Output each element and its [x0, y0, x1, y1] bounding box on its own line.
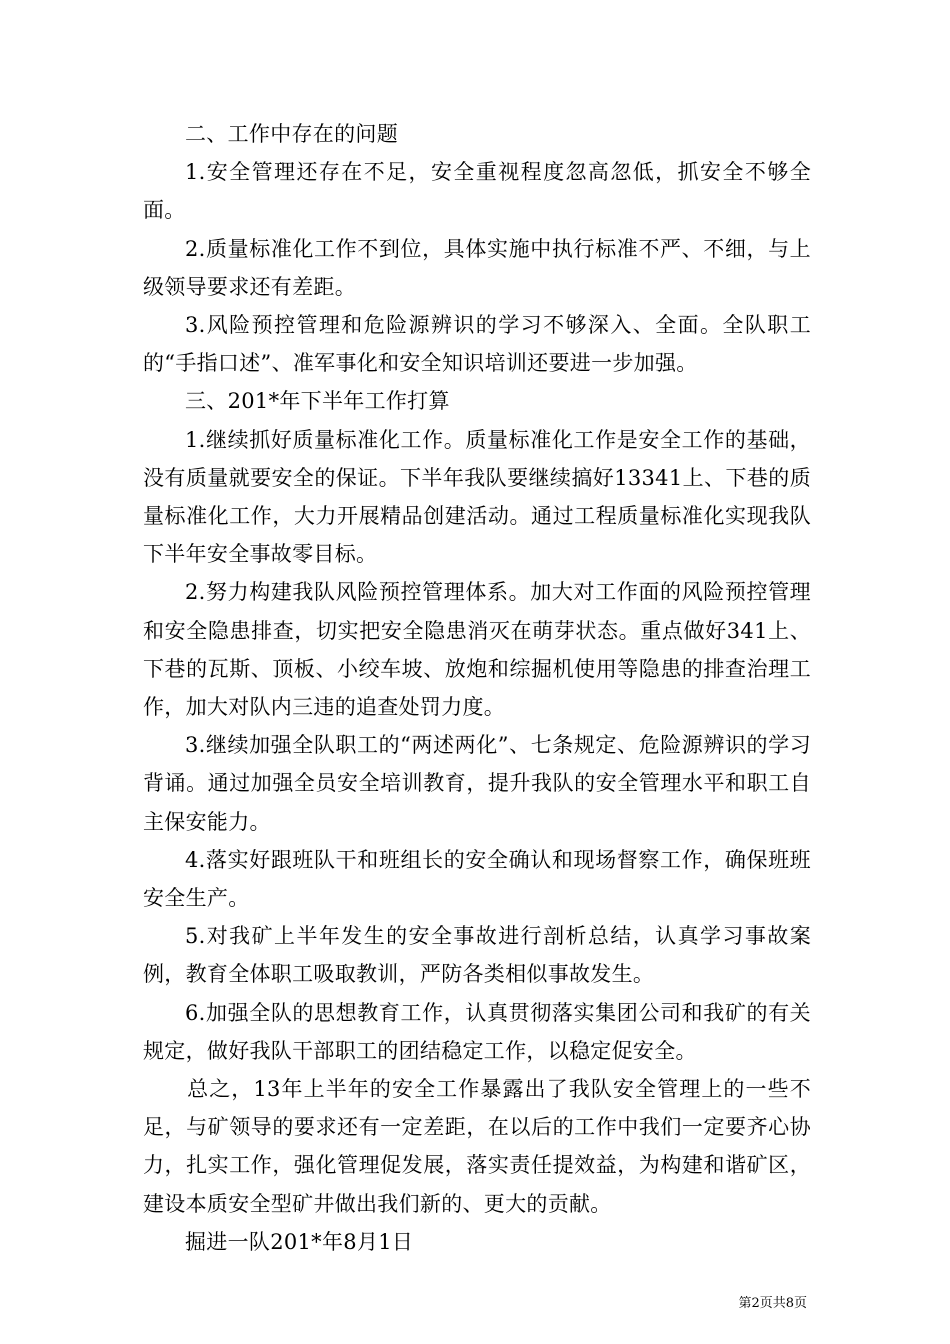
paragraph-problem-1: 1.安全管理还存在不足，安全重视程度忽高忽低，抓安全不够全面。 — [143, 160, 811, 223]
document-body — [143, 115, 811, 1261]
paragraph-plan-3: 3.继续加强全队职工的“两述两化”、七条规定、危险源辨识的学习背诵。通过加强全员安全培训教育，提升我队的安全管理水平和职工自主保安能力。 — [143, 733, 811, 834]
paragraph-plan-5: 5.对我矿上半年发生的安全事故进行剖析总结，认真学习事故案例，教育全体职工吸取教训，严防各类相似事故发生。 — [143, 924, 811, 987]
paragraph-closing: 总之，13年上半年的安全工作暴露出了我队安全管理上的一些不足，与矿领导的要求还有一定差距，在以后的工作中我们一定要齐心协力，扎实工作，强化管理促发展，落实责任提效益，为构建和谐矿区，建设本质安全型矿井做出我们新的、更大的贡献。 — [143, 1077, 811, 1216]
paragraph-plan-4: 4.落实好跟班队干和班组长的安全确认和现场督察工作，确保班班安全生产。 — [143, 847, 811, 911]
paragraph-plan-6: 6.加强全队的思想教育工作，认真贯彻落实集团公司和我矿的有关规定，做好我队干部职工的团结稳定工作，以稳定促安全。 — [143, 1000, 811, 1063]
paragraph-plan-1: 1.继续抓好质量标准化工作。质量标准化工作是安全工作的基础，没有质量就要安全的保证。下半年我队要继续搞好13341上、下巷的质量标准化工作，大力开展精品创建活动。通过工程质量标准化实现我队下半年安全事故零目标。 — [143, 427, 811, 567]
paragraph-plan-2: 2.努力构建我队风险预控管理体系。加大对工作面的风险预控管理和安全隐患排查，切实把安全隐患消灭在萌芽状态。重点做好341上、下巷的瓦斯、顶板、小绞车坡、放炮和综掘机使用等隐患的排查治理工作，加大对队内三违的追查处罚力度。 — [143, 580, 811, 720]
paragraph-problem-2: 2.质量标准化工作不到位，具体实施中执行标准不严、不细，与上级领导要求还有差距。 — [143, 236, 811, 299]
section-heading-problems: 二、工作中存在的问题 — [185, 122, 398, 146]
page-indicator: 第2页共8页 — [738, 1296, 807, 1311]
section-heading-plan: 三、201*年下半年工作打算 — [185, 389, 450, 414]
paragraph-problem-3: 3.风险预控管理和危险源辨识的学习不够深入、全面。全队职工的“手指口述”、准军事化和安全知识培训还要进一步加强。 — [143, 313, 811, 376]
signature-line: 掘进一队201*年8月1日 — [185, 1229, 414, 1254]
